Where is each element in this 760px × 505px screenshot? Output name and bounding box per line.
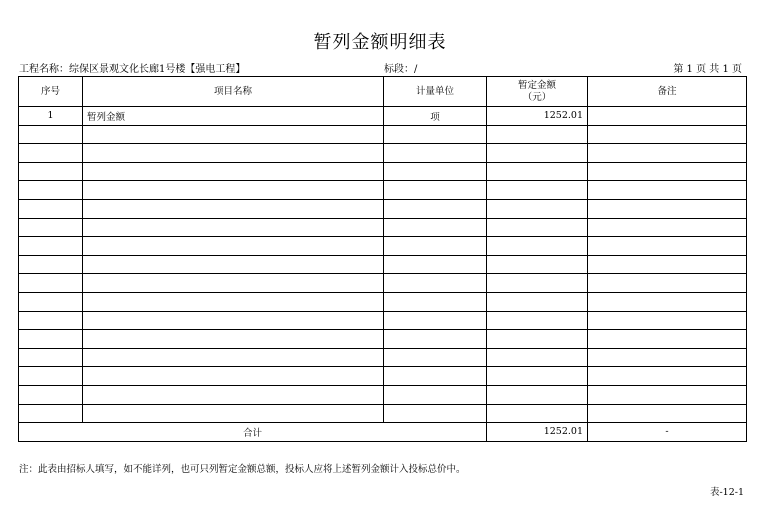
empty-cell: [487, 181, 588, 200]
cell-item-name: 暂列金额: [83, 107, 384, 126]
empty-cell: [19, 367, 83, 386]
empty-row: [19, 292, 747, 311]
page-title: 暂列金额明细表: [313, 32, 447, 53]
empty-cell: [487, 367, 588, 386]
empty-cell: [384, 274, 487, 293]
empty-cell: [588, 311, 747, 330]
form-code: 表-12-1: [709, 487, 744, 498]
empty-cell: [588, 199, 747, 218]
project-name: 工程名称：综保区景观文化长廊1号楼【强电工程】: [19, 64, 246, 75]
empty-cell: [384, 218, 487, 237]
empty-cell: [83, 385, 384, 404]
empty-cell: [384, 237, 487, 256]
empty-cell: [83, 144, 384, 163]
empty-cell: [487, 237, 588, 256]
header-item-name: 项目名称: [83, 77, 384, 107]
header-remark: 备注: [588, 77, 747, 107]
empty-cell: [19, 237, 83, 256]
empty-cell: [19, 292, 83, 311]
empty-cell: [19, 218, 83, 237]
empty-cell: [588, 162, 747, 181]
empty-cell: [487, 385, 588, 404]
empty-cell: [384, 162, 487, 181]
empty-cell: [487, 274, 588, 293]
empty-cell: [384, 311, 487, 330]
empty-cell: [19, 274, 83, 293]
empty-cell: [19, 330, 83, 349]
empty-cell: [487, 144, 588, 163]
header-seq: 序号: [19, 77, 83, 107]
empty-cell: [19, 348, 83, 367]
empty-cell: [19, 255, 83, 274]
empty-row: [19, 199, 747, 218]
empty-row: [19, 311, 747, 330]
empty-row: [19, 237, 747, 256]
empty-cell: [384, 144, 487, 163]
empty-row: [19, 181, 747, 200]
empty-cell: [487, 404, 588, 423]
empty-cell: [83, 255, 384, 274]
empty-cell: [384, 404, 487, 423]
empty-cell: [384, 385, 487, 404]
empty-cell: [487, 162, 588, 181]
table-row: [19, 107, 747, 126]
empty-cell: [588, 237, 747, 256]
empty-row: [19, 218, 747, 237]
empty-row: [19, 404, 747, 423]
empty-cell: [487, 218, 588, 237]
empty-cell: [83, 404, 384, 423]
empty-cell: [588, 385, 747, 404]
empty-cell: [19, 404, 83, 423]
header-amount-line1: 暂定金额: [517, 79, 556, 91]
empty-cell: [384, 367, 487, 386]
empty-cell: [487, 330, 588, 349]
empty-cell: [588, 181, 747, 200]
cell-amount: 1252.01: [487, 107, 588, 126]
empty-cell: [487, 348, 588, 367]
empty-cell: [19, 311, 83, 330]
empty-cell: [19, 144, 83, 163]
empty-cell: [83, 237, 384, 256]
empty-cell: [588, 125, 747, 144]
footnote: 注：此表由招标人填写，如不能详列，也可只列暂定金额总额，投标人应将上述暂列金额计入投标总价中。: [19, 464, 466, 475]
provisional-sum-table: [18, 76, 747, 442]
empty-cell: [384, 181, 487, 200]
empty-cell: [384, 125, 487, 144]
empty-cell: [588, 255, 747, 274]
empty-cell: [384, 292, 487, 311]
empty-row: [19, 162, 747, 181]
total-remark: -: [588, 423, 747, 442]
empty-cell: [83, 218, 384, 237]
empty-cell: [83, 311, 384, 330]
empty-cell: [487, 255, 588, 274]
section-label: 标段：/: [384, 64, 418, 75]
empty-cell: [588, 292, 747, 311]
empty-cell: [19, 125, 83, 144]
empty-cell: [588, 218, 747, 237]
empty-cell: [83, 330, 384, 349]
header-unit: 计量单位: [384, 77, 487, 107]
empty-row: [19, 144, 747, 163]
empty-cell: [487, 199, 588, 218]
cell-remark: [588, 107, 747, 126]
empty-row: [19, 125, 747, 144]
empty-cell: [588, 404, 747, 423]
cell-unit: 项: [384, 107, 487, 126]
total-label: 合计: [19, 423, 487, 442]
header-amount-line2: （元）: [522, 91, 552, 103]
cell-seq: 1: [19, 107, 83, 126]
page-indicator: 第 1 页 共 1 页: [673, 64, 742, 75]
empty-cell: [19, 162, 83, 181]
total-row: [19, 423, 747, 442]
empty-cell: [83, 367, 384, 386]
table-header-row: [19, 77, 747, 107]
empty-row: [19, 330, 747, 349]
empty-cell: [487, 125, 588, 144]
empty-cell: [384, 348, 487, 367]
empty-cell: [83, 125, 384, 144]
empty-cell: [588, 274, 747, 293]
empty-cell: [588, 330, 747, 349]
empty-cell: [83, 292, 384, 311]
empty-cell: [19, 199, 83, 218]
empty-cell: [487, 311, 588, 330]
empty-cell: [588, 348, 747, 367]
empty-cell: [384, 199, 487, 218]
empty-row: [19, 385, 747, 404]
empty-cell: [83, 348, 384, 367]
empty-cell: [19, 181, 83, 200]
empty-cell: [588, 144, 747, 163]
empty-cell: [83, 181, 384, 200]
empty-row: [19, 348, 747, 367]
total-amount: 1252.01: [487, 423, 588, 442]
empty-cell: [384, 255, 487, 274]
empty-cell: [384, 330, 487, 349]
empty-row: [19, 367, 747, 386]
empty-cell: [83, 274, 384, 293]
header-amount: [487, 77, 588, 107]
empty-row: [19, 255, 747, 274]
empty-cell: [83, 162, 384, 181]
empty-cell: [83, 199, 384, 218]
empty-row: [19, 274, 747, 293]
empty-cell: [19, 385, 83, 404]
empty-cell: [487, 292, 588, 311]
empty-cell: [588, 367, 747, 386]
